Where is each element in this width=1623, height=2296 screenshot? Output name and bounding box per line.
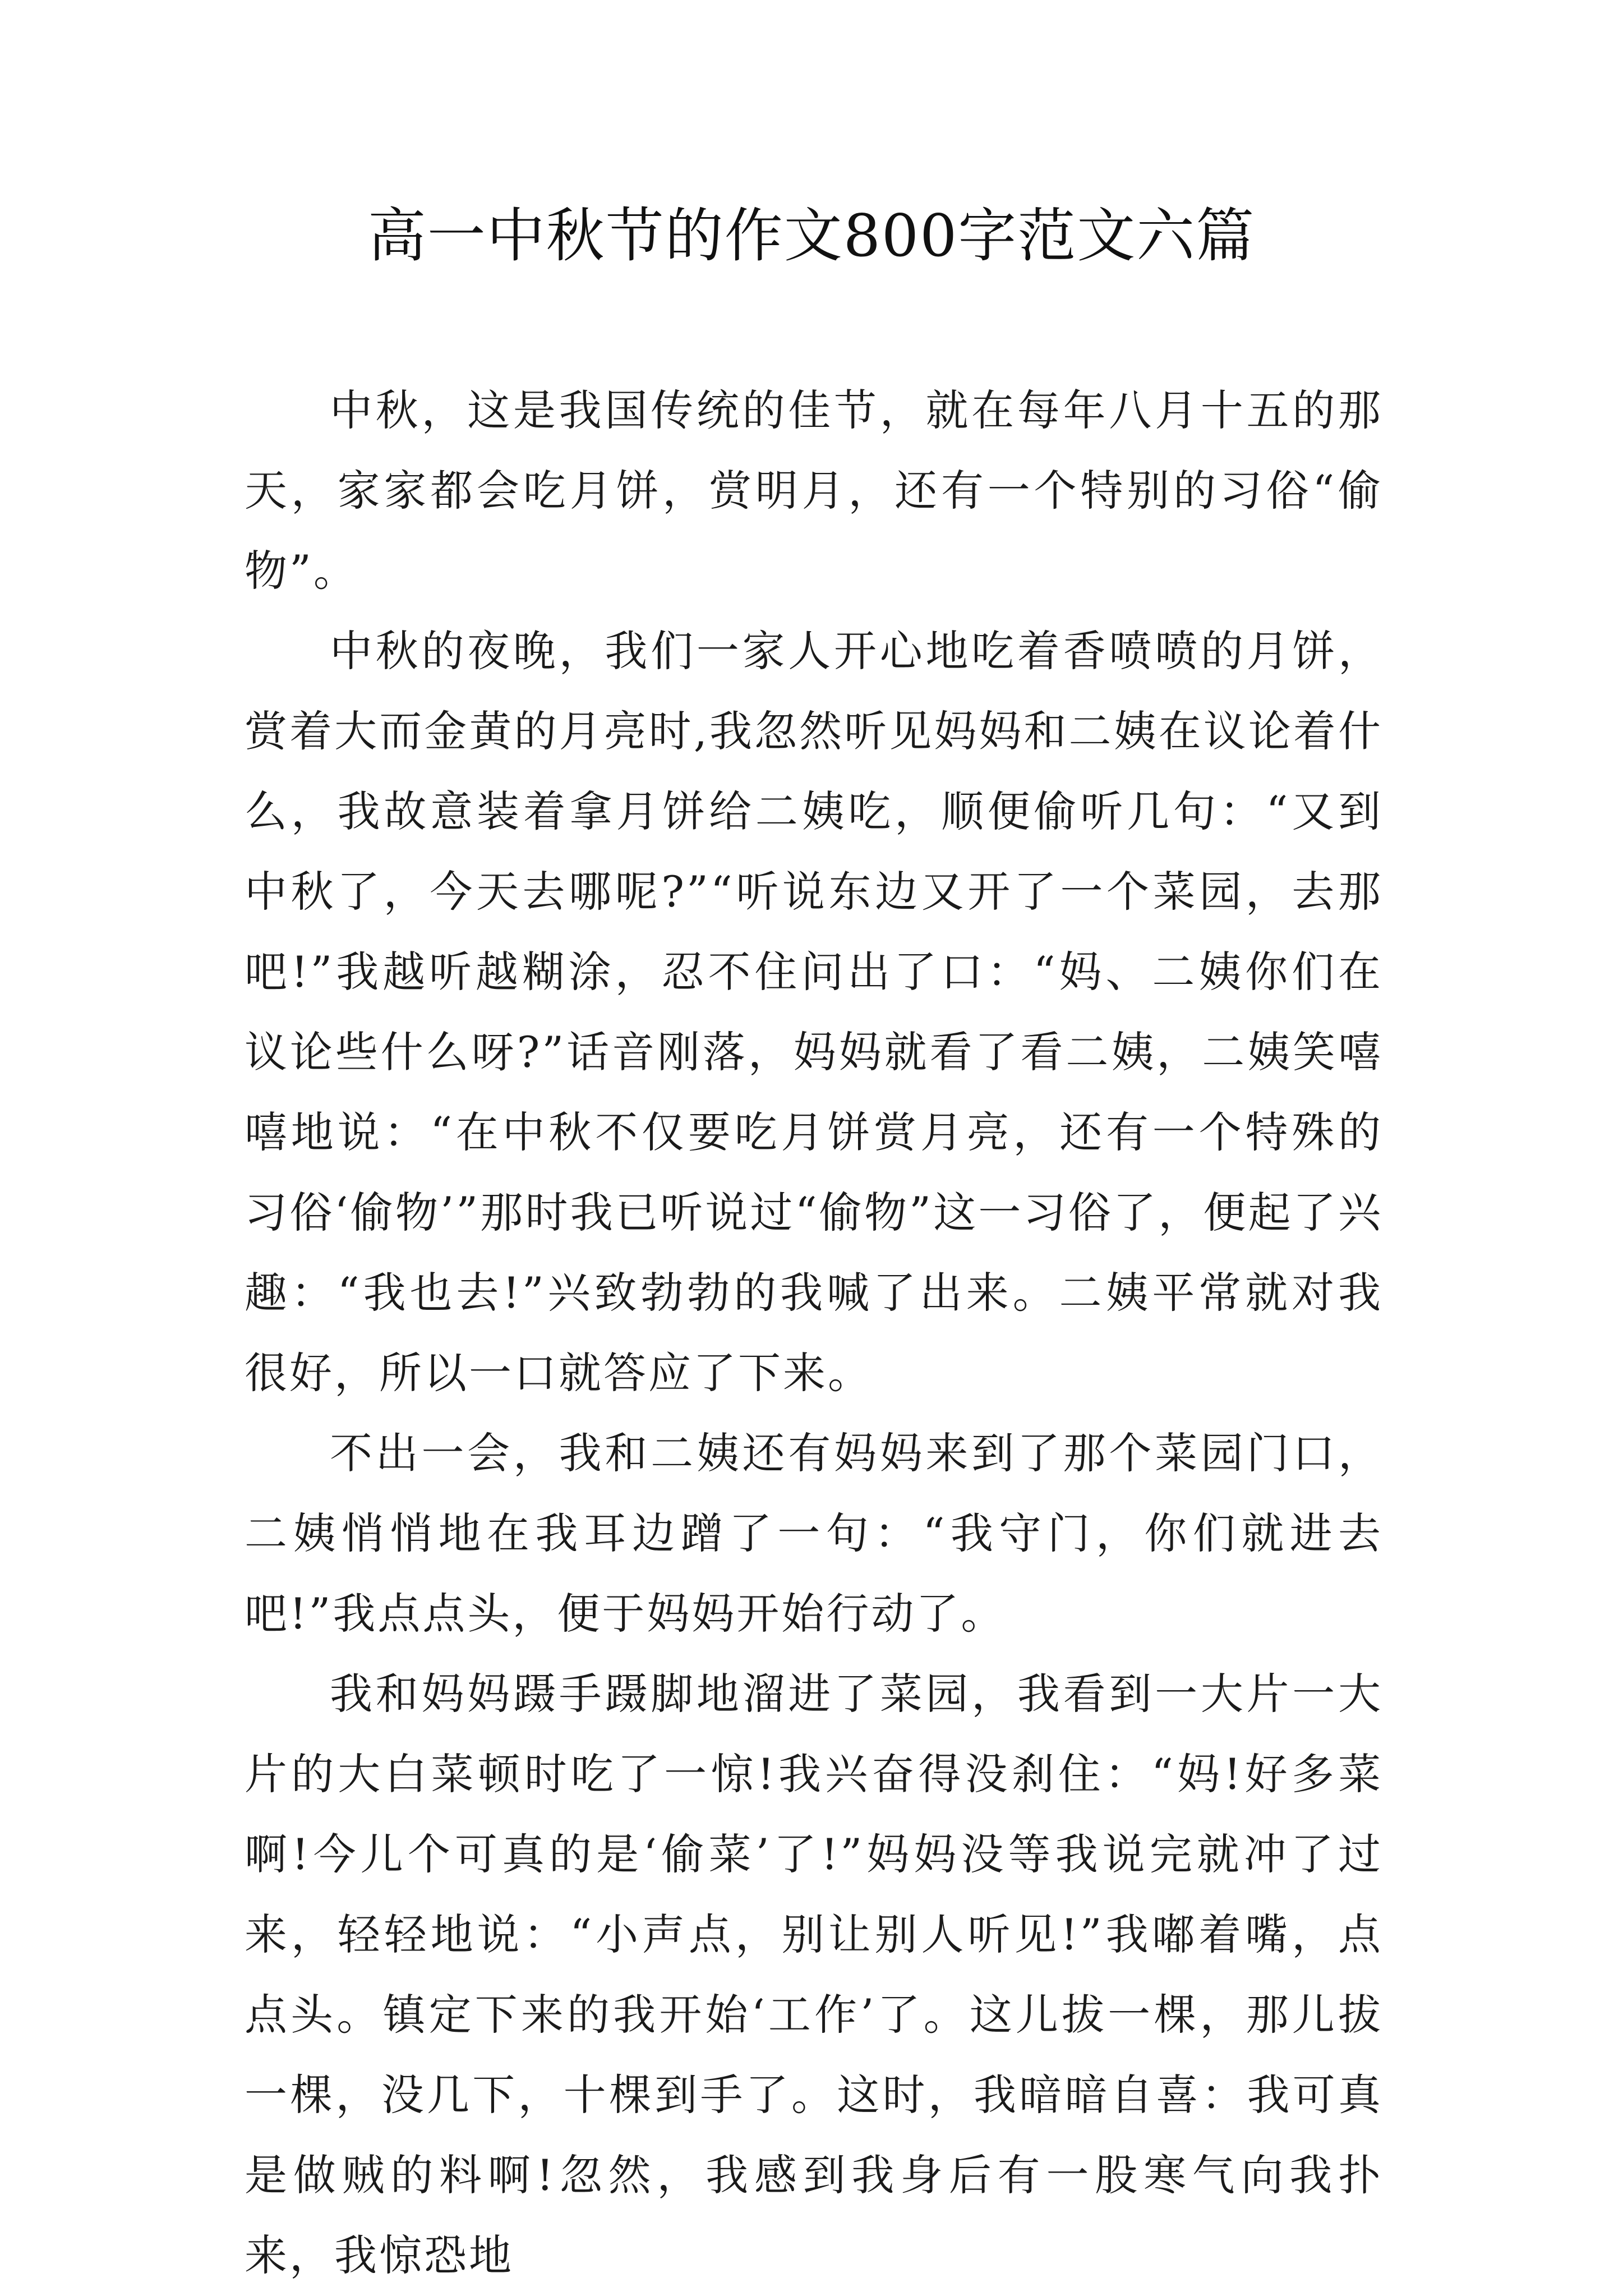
- paragraph-1: 中秋，这是我国传统的佳节，就在每年八月十五的那天，家家都会吃月饼，赏明月，还有一个特别的习俗“偷物”。: [245, 385, 1383, 596]
- paragraph-3: 不出一会，我和二姨还有妈妈来到了那个菜园门口，二姨悄悄地在我耳边蹭了一句：“我守门，你们就进去吧!”我点点头，便于妈妈开始行动了。: [245, 1428, 1383, 1639]
- document-body: [245, 370, 1383, 2295]
- document-title: 高一中秋节的作文800字范文六篇: [367, 201, 1256, 270]
- paragraph-2: 中秋的夜晚，我们一家人开心地吃着香喷喷的月饼，赏着大而金黄的月亮时,我忽然听见妈妈和二姨在议论着什么，我故意装着拿月饼给二姨吃，顺便偷听几句：“又到中秋了，今天去哪呢?”“听说东边又开了一个菜园，去那吧!”我越听越糊涂，忍不住问出了口：“妈、二姨你们在议论些什么呀?”话音刚落，妈妈就看了看二姨，二姨笑嘻嘻地说：“在中秋不仅要吃月饼赏月亮，还有一个特殊的习俗‘偷物’”那时我已听说过“偷物”这一习俗了，便起了兴趣：“我也去!”兴致勃勃的我喊了出来。二姨平常就对我很好，所以一口就答应了下来。: [245, 626, 1383, 1398]
- paragraph-4: 我和妈妈蹑手蹑脚地溜进了菜园，我看到一大片一大片的大白菜顿时吃了一惊!我兴奋得没刹住：“妈!好多菜啊!今儿个可真的是‘偷菜’了!”妈妈没等我说完就冲了过来，轻轻地说：“小声点，别让别人听见!”我嘟着嘴，点点头。镇定下来的我开始‘工作’了。这儿拔一棵，那儿拔一棵，没几下，十棵到手了。这时，我暗暗自喜：我可真是做贼的料啊!忽然，我感到我身后有一股寒气向我扑来，我惊恐地: [245, 1669, 1383, 2280]
